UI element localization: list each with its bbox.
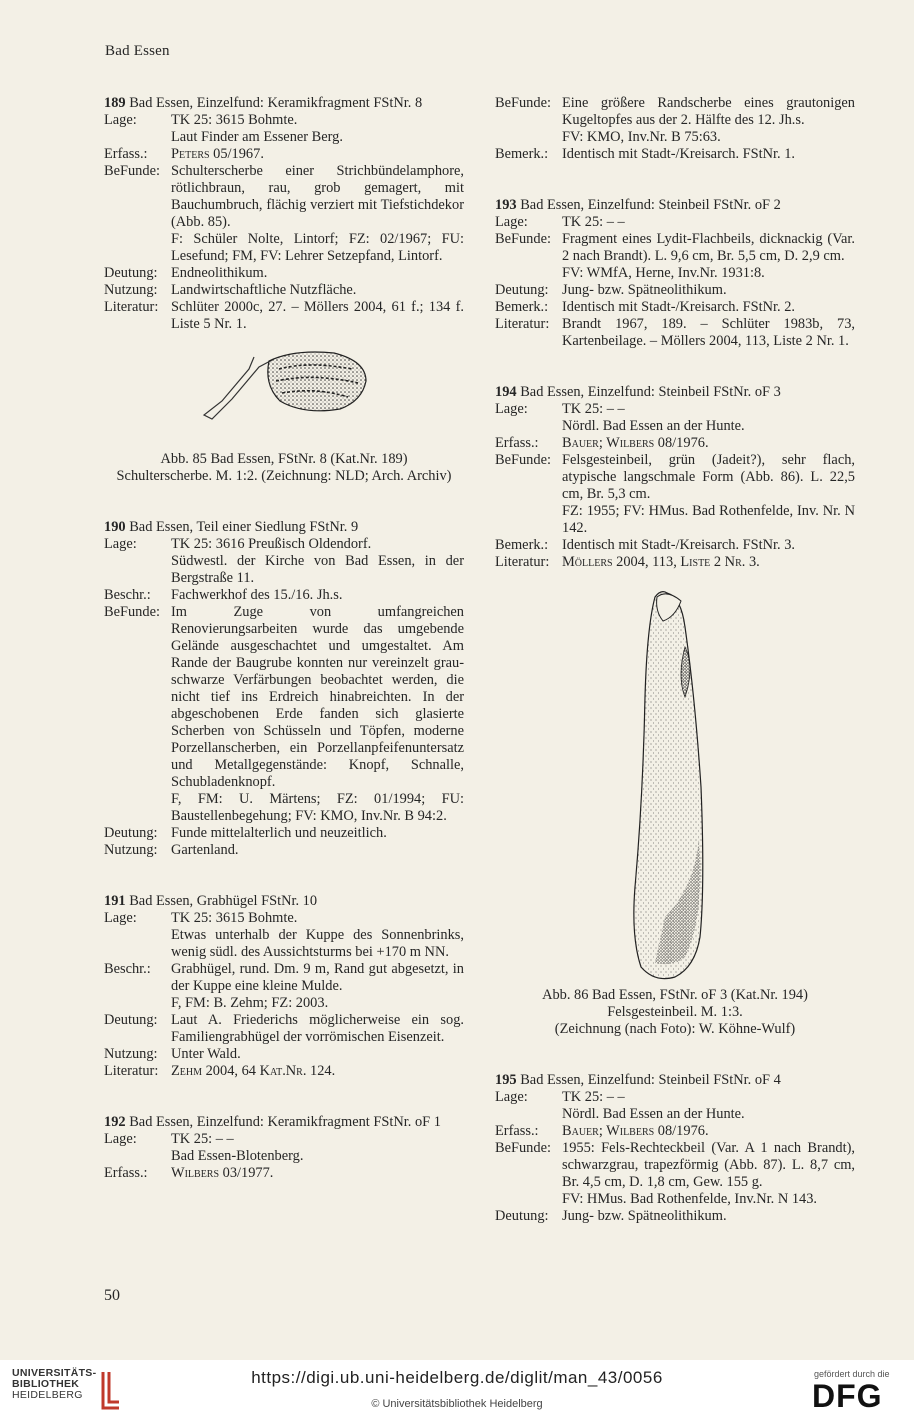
field-label: Erfass.: [495,435,539,451]
field-label: Literatur: [495,316,550,332]
viewer-footer [0,1360,914,1422]
figure-85-caption [104,451,464,485]
entry-heading [104,519,464,536]
field-value: F, FM: B. Zehm; FZ: 2003. [171,995,329,1011]
page-number: 50 [104,1287,120,1304]
field-value: Jung- bzw. Spätneolithikum. [562,1208,727,1224]
entry-number: 189 [104,95,126,111]
field-value: TK 25: 3615 Bohmte. [171,112,298,128]
entry-title: Bad Essen, Einzelfund: Keramikfragment FStNr. oF 1 [129,1114,441,1130]
field-value: Südwestl. der Kirche von Bad Essen, in der Bergstraße 11. [171,553,464,586]
library-name: UNIVERSITÄTS- [12,1367,97,1379]
field-value: TK 25: – – [562,401,625,417]
stone-axe-drawing-icon [495,587,855,987]
entry-192 [104,1114,464,1182]
caption-line: Felsgesteinbeil. M. 1:3. [607,1004,743,1020]
field-label: Bemerk.: [495,299,549,315]
entry-number: 191 [104,893,126,909]
right-column [495,95,855,1225]
field-value: Möllers 2004, 113, Liste 2 Nr. 3. [562,554,760,570]
field-label: Lage: [495,401,528,417]
field-value: Identisch mit Stadt-/Kreisarch. FStNr. 3. [562,537,796,553]
field-label: Lage: [495,1089,528,1105]
field-value: FV: WMfA, Herne, Inv.Nr. 1931:8. [562,265,765,281]
entry-title: Bad Essen, Grabhügel FStNr. 10 [129,893,318,909]
field-value: Schulterscherbe einer Strichbündelamphore, rötlichbraun, rau, grob gemagert, mit Bauchumbruch, flächig verziert mit Tiefstichdekor (Abb. 85). [171,163,464,230]
field-value: Funde mittelalterlich und neuzeitlich. [171,825,387,841]
field-value: Gartenland. [171,842,239,858]
field-value: Nördl. Bad Essen an der Hunte. [562,418,745,434]
entry-193 [495,197,855,350]
field-label: Deutung: [104,825,158,841]
field-label: Lage: [104,112,137,128]
field-value: Bauer; Wilbers 08/1976. [562,1123,709,1139]
caption-line: Abb. 86 Bad Essen, FStNr. oF 3 (Kat.Nr. 194) [542,987,808,1003]
field-value: Peters 05/1967. [171,146,264,162]
field-value: Zehm 2004, 64 Kat.Nr. 124. [171,1063,336,1079]
field-label: Erfass.: [104,146,148,162]
field-value: Felsgesteinbeil, grün (Jadeit?), sehr flach, atypische langschmale Form (Abb. 86). L. 22,5 cm, Br. 5,3 cm. [562,452,855,502]
entry-194 [495,384,855,571]
entry-192-continued [495,95,855,163]
field-label: Erfass.: [104,1165,148,1181]
field-value: Unter Wald. [171,1046,241,1062]
sherd-drawing-icon [104,339,464,451]
figure-85 [104,339,464,451]
caption-line: (Zeichnung (nach Foto): W. Köhne-Wulf) [554,1021,796,1037]
field-value: TK 25: – – [562,1089,625,1105]
entry-191 [104,893,464,1080]
field-label: BeFunde: [495,95,551,111]
caption-line: Abb. 85 Bad Essen, FStNr. 8 (Kat.Nr. 189) [160,451,408,467]
field-label: BeFunde: [495,452,551,468]
field-value: Identisch mit Stadt-/Kreisarch. FStNr. 2. [562,299,796,315]
field-value: Endneolithikum. [171,265,268,281]
copyright-notice [0,1398,914,1410]
funding-note: gefördert durch die [814,1369,890,1379]
field-label: Erfass.: [495,1123,539,1139]
entry-heading [104,893,464,910]
field-value: 1955: Fels-Rechteckbeil (Var. A 1 nach Brandt), schwarzgrau, trapezförmig (Abb. 87). L. 8,7 cm, Br. 4,5 cm, D. 1,8 cm, Gew. 155 g. [562,1140,855,1190]
field-value: Im Zuge von umfangreichen Renovierungsarbeiten wurde das umgebende Gelände ausgeschachtet und umgestaltet. Am Rande der Baugrube konnten nur vereinzelt grau-schwarze Verfärbungen beobachtet werden, die nicht tief ins Erdreich hinabreichten. In der abgeschobenen Erde fanden sich glasierte Scherben von Schüsseln und Töpfen, moderne Porzellanscherben, ein Porzellanpfeifenuntersatz und Metallgegenstände: Knopf, Schnalle, Schubladenknopf. [171,604,464,790]
left-column [104,95,464,1182]
entry-title: Bad Essen, Einzelfund: Steinbeil FStNr. oF 2 [520,197,781,213]
entry-title: Bad Essen, Einzelfund: Steinbeil FStNr. oF 3 [520,384,781,400]
entry-title: Bad Essen, Teil einer Siedlung FStNr. 9 [129,519,359,535]
entry-number: 194 [495,384,517,400]
library-city: HEIDELBERG [12,1389,83,1401]
field-value: Wilbers 03/1977. [171,1165,274,1181]
figure-86-caption [495,987,855,1038]
field-value: Etwas unterhalb der Kuppe des Sonnenbrinks, wenig südl. des Aussichtsturms bei +170 m NN. [171,927,464,960]
entry-number: 195 [495,1072,517,1088]
field-value: Bad Essen-Blotenberg. [171,1148,304,1164]
entry-heading [104,95,464,112]
field-label: Beschr.: [104,587,151,603]
field-label: Deutung: [104,265,158,281]
entry-title: Bad Essen, Einzelfund: Steinbeil FStNr. oF 4 [520,1072,781,1088]
field-label: Nutzung: [104,282,158,298]
running-head: Bad Essen [105,43,170,59]
field-label: Lage: [104,910,137,926]
field-value: FV: HMus. Bad Rothenfelde, Inv.Nr. N 143. [562,1191,818,1207]
field-label: BeFunde: [104,163,160,179]
field-label: Deutung: [495,1208,549,1224]
field-value: TK 25: 3616 Preußisch Oldendorf. [171,536,372,552]
field-value: Laut A. Friederichs möglicherweise ein sog. Familiengrabhügel der vorrömischen Eisenzeit. [171,1012,464,1045]
field-value: TK 25: 3615 Bohmte. [171,910,298,926]
field-value: Nördl. Bad Essen an der Hunte. [562,1106,745,1122]
copyright-text: © Universitätsbibliothek Heidelberg [371,1398,543,1410]
field-label: Deutung: [495,282,549,298]
field-value: Brandt 1967, 189. – Schlüter 1983b, 73, Kartenbeilage. – Möllers 2004, 113, Liste 2 Nr. 1. [562,316,855,349]
field-value: TK 25: – – [171,1131,234,1147]
entry-195 [495,1072,855,1225]
field-label: BeFunde: [104,604,160,620]
field-label: Lage: [104,1131,137,1147]
field-label: Deutung: [104,1012,158,1028]
field-value: TK 25: – – [562,214,625,230]
field-label: Literatur: [104,299,159,315]
entry-heading [495,1072,855,1089]
field-value: Bauer; Wilbers 08/1976. [562,435,709,451]
field-label: BeFunde: [495,1140,551,1156]
field-label: Literatur: [495,554,550,570]
entry-190 [104,519,464,859]
field-value: Eine größere Randscherbe eines grautonigen Kugeltopfes aus der 2. Hälfte des 12. Jh.s. [562,95,855,128]
field-label: BeFunde: [495,231,551,247]
field-label: Bemerk.: [495,146,549,162]
field-label: Nutzung: [104,842,158,858]
field-value: F: Schüler Nolte, Lintorf; FZ: 02/1967; FU: Lesefund; FM, FV: Lehrer Setzepfand, Lintorf. [171,231,464,264]
field-value: Fragment eines Lydit-Flachbeils, dicknackig (Var. 2 nach Brandt). L. 9,6 cm, Br. 5,5 cm, D. 2,9 cm. [562,231,855,264]
field-value: Laut Finder am Essener Berg. [171,129,343,145]
field-value: FZ: 1955; FV: HMus. Bad Rothenfelde, Inv. Nr. N 142. [562,503,855,536]
field-label: Lage: [104,536,137,552]
field-value: Jung- bzw. Spätneolithikum. [562,282,727,298]
entry-number: 192 [104,1114,126,1130]
permalink-url[interactable]: https://digi.ub.uni-heidelberg.de/diglit/man_43/0056 [251,1368,663,1387]
field-value: F, FM: U. Märtens; FZ: 01/1994; FU: Baustellenbegehung; FV: KMO, Inv.Nr. B 94:2. [171,791,464,824]
field-value: Schlüter 2000c, 27. – Möllers 2004, 61 f.; 134 f. Liste 5 Nr. 1. [171,299,464,332]
entry-number: 190 [104,519,126,535]
field-value: Landwirtschaftliche Nutzfläche. [171,282,357,298]
field-label: Literatur: [104,1063,159,1079]
library-name: BIBLIOTHEK [12,1378,80,1390]
caption-line: Schulterscherbe. M. 1:2. (Zeichnung: NLD; Arch. Archiv) [116,468,452,484]
field-value: Grabhügel, rund. Dm. 9 m, Rand gut abgesetzt, in der Kuppe eine kleine Mulde. [171,961,464,994]
field-value: FV: KMO, Inv.Nr. B 75:63. [562,129,721,145]
field-value: Identisch mit Stadt-/Kreisarch. FStNr. 1. [562,146,796,162]
figure-86 [495,587,855,987]
field-value: Fachwerkhof des 15./16. Jh.s. [171,587,343,603]
field-label: Bemerk.: [495,537,549,553]
entry-heading [495,384,855,401]
field-label: Beschr.: [104,961,151,977]
field-label: Nutzung: [104,1046,158,1062]
entry-189 [104,95,464,333]
entry-heading [104,1114,464,1131]
entry-heading [495,197,855,214]
dfg-logo[interactable]: DFG [812,1378,883,1414]
field-label: Lage: [495,214,528,230]
entry-number: 193 [495,197,517,213]
entry-title: Bad Essen, Einzelfund: Keramikfragment FStNr. 8 [129,95,423,111]
